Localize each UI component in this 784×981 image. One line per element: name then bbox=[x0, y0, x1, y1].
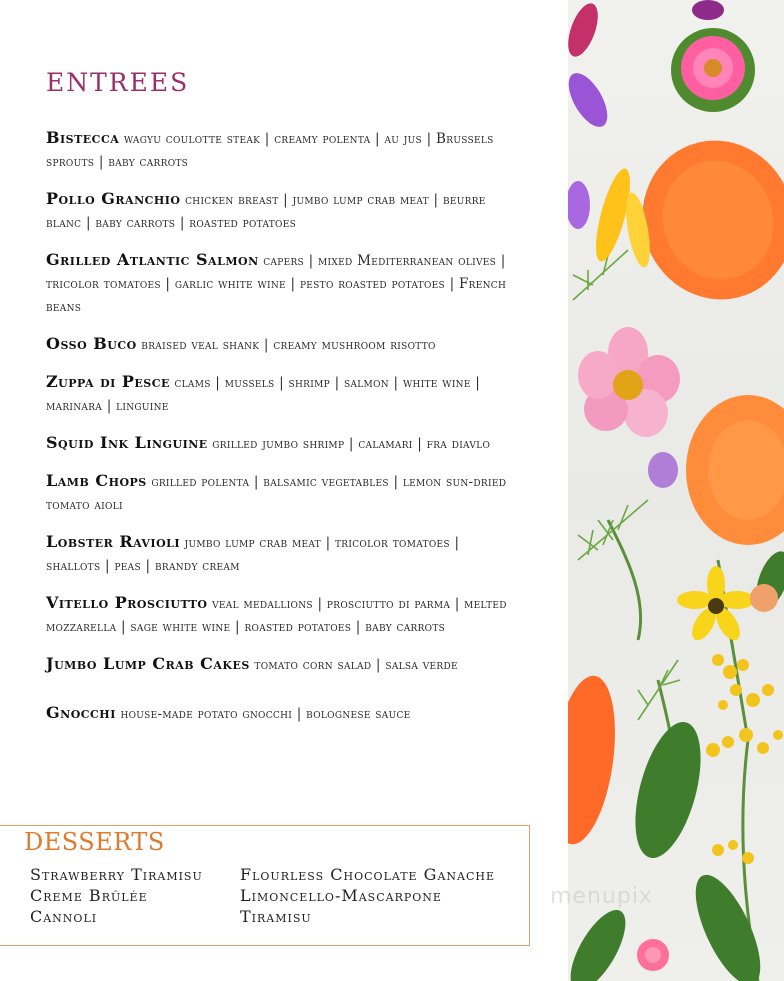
menu-item-name: Jumbo Lump Crab Cakes bbox=[46, 654, 250, 673]
entrees-list bbox=[46, 126, 518, 739]
menu-item-name: Zuppa di Pesce bbox=[46, 372, 170, 391]
menu-item-name: Lobster Ravioli bbox=[46, 532, 181, 551]
menu-item bbox=[46, 469, 518, 517]
menu-item-name: Vitello Prosciutto bbox=[46, 593, 208, 612]
menu-item bbox=[46, 126, 518, 174]
desserts-column-right bbox=[240, 864, 495, 927]
menu-item-name: Squid Ink Linguine bbox=[46, 433, 208, 452]
menu-item-description: veal medallions | prosciutto di parma | melted mozzarella | sage white wine | roasted potatoes | baby carrots bbox=[46, 596, 507, 635]
dessert-item: Cannoli bbox=[30, 907, 98, 926]
menu-item-name: Gnocchi bbox=[46, 703, 116, 722]
menu-item-name: Bistecca bbox=[46, 128, 120, 147]
menu-item-description: grilled polenta | balsamic vegetables | lemon sun-dried tomato aioli bbox=[46, 474, 507, 513]
menu-item-name: Grilled Atlantic Salmon bbox=[46, 250, 259, 269]
flower-photo bbox=[568, 0, 784, 981]
desserts-box bbox=[0, 825, 530, 946]
menu-item-description: chicken breast | jumbo lump crab meat | beurre blanc | baby carrots | roasted potatoes bbox=[46, 192, 486, 231]
watermark: menupix bbox=[550, 884, 653, 909]
menu-item-description: grilled jumbo shrimp | calamari | fra diavlo bbox=[212, 436, 491, 452]
menu-item bbox=[46, 701, 518, 726]
flower-illustration bbox=[568, 0, 784, 981]
menu-item-description: capers | mixed Mediterranean olives | tricolor tomatoes | garlic white wine | pesto roasted potatoes | French beans bbox=[46, 253, 507, 315]
menu-item-description: house-made potato gnocchi | bolognese sauce bbox=[120, 706, 411, 722]
menu-item-name: Lamb Chops bbox=[46, 471, 147, 490]
desserts-column-left bbox=[30, 864, 203, 927]
dessert-item: Tiramisu bbox=[240, 907, 312, 926]
menu-item-name: Pollo Granchio bbox=[46, 189, 181, 208]
menu-item-description: braised veal shank | creamy mushroom risotto bbox=[141, 337, 436, 353]
menu-item bbox=[46, 431, 518, 456]
dessert-item: Flourless Chocolate Ganache bbox=[240, 865, 495, 884]
menu-item-description: clams | mussels | shrimp | salmon | white wine | marinara | linguine bbox=[46, 375, 481, 414]
menu-item bbox=[46, 187, 518, 235]
menu-item bbox=[46, 591, 518, 639]
menu-item bbox=[46, 248, 518, 319]
desserts-title: DESSERTS bbox=[24, 828, 165, 856]
entrees-title: ENTREES bbox=[46, 68, 190, 97]
dessert-item: Strawberry Tiramisu bbox=[30, 865, 203, 884]
menu-item bbox=[46, 370, 518, 418]
menu-item bbox=[46, 530, 518, 578]
dessert-item: Creme Brûlée bbox=[30, 886, 148, 905]
menu-item bbox=[46, 332, 518, 357]
menu-item-name: Osso Buco bbox=[46, 334, 137, 353]
menu-item bbox=[46, 652, 518, 677]
dessert-item: Limoncello-Mascarpone bbox=[240, 886, 442, 905]
menu-item-description: jumbo lump crab meat | tricolor tomatoes | shallots | peas | brandy cream bbox=[46, 535, 460, 574]
menu-item-description: tomato corn salad | salsa verde bbox=[254, 657, 458, 673]
menu-item-description: wagyu coulotte steak | creamy polenta | au jus | Brussels sprouts | baby carrots bbox=[46, 131, 494, 170]
